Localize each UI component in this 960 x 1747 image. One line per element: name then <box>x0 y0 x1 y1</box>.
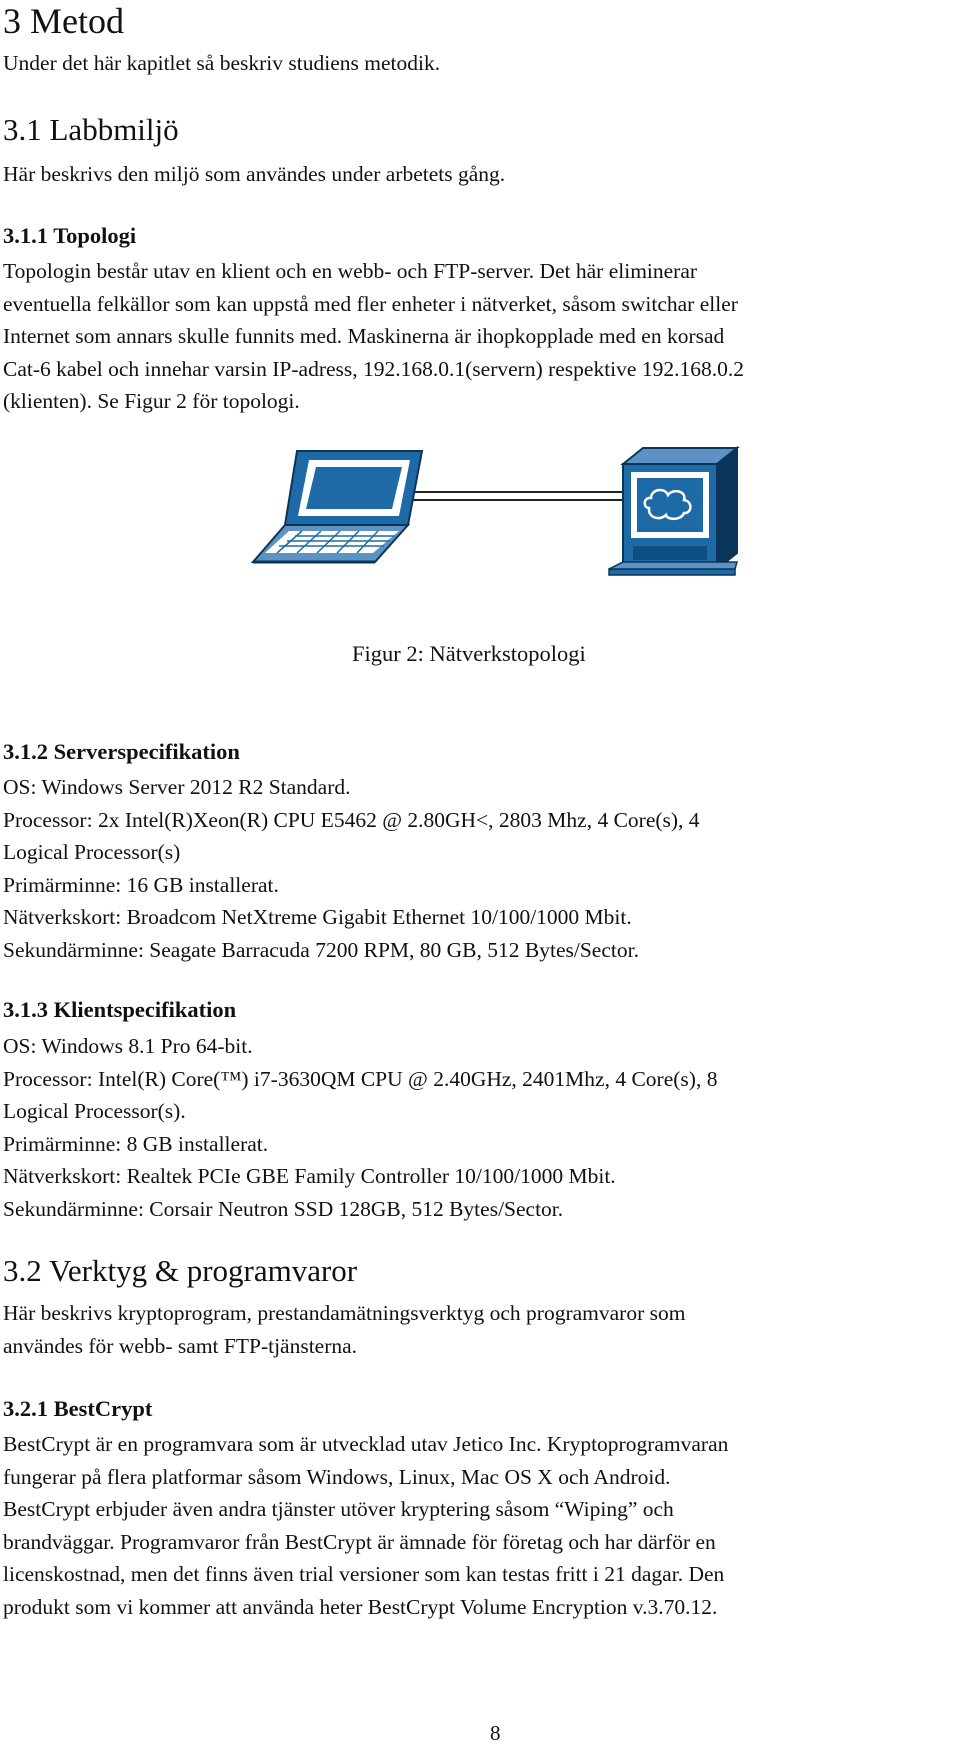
section-3-2-intro <box>3 1297 913 1362</box>
crossover-cable <box>407 492 623 500</box>
server-spec-list <box>3 771 913 966</box>
paragraph-line: Här beskrivs kryptoprogram, prestandamätningsverktyg och programvaror som <box>3 1301 686 1325</box>
spec-line: OS: Windows Server 2012 R2 Standard. <box>3 775 351 799</box>
spec-line: OS: Windows 8.1 Pro 64-bit. <box>3 1034 253 1058</box>
server-icon <box>609 448 737 575</box>
paragraph-line: fungerar på flera platformar såsom Windows, Linux, Mac OS X och Android. <box>3 1464 671 1489</box>
paragraph-line: brandväggar. Programvaror från BestCrypt är ämnade för företag och har därför en <box>3 1529 716 1554</box>
topology-title: 3.1.1 Topologi <box>3 223 137 248</box>
server-spec-title: 3.1.2 Serverspecifikation <box>3 739 240 764</box>
client-spec-list <box>3 1030 913 1225</box>
bestcrypt-title: 3.2.1 BestCrypt <box>3 1396 153 1421</box>
spec-line: Logical Processor(s). <box>3 1099 186 1123</box>
paragraph-line: användes för webb- samt FTP-tjänsterna. <box>3 1333 358 1358</box>
laptop-icon <box>253 451 422 562</box>
paragraph-line: eventuella felkällor som kan uppstå med fler enheter i nätverket, såsom switchar eller <box>3 291 738 316</box>
paragraph-line: produkt som vi kommer att använda heter BestCrypt Volume Encryption v.3.70.12. <box>3 1594 718 1619</box>
chapter-title: 3 Metod <box>3 1 124 41</box>
bestcrypt-paragraph <box>3 1428 913 1623</box>
paragraph-line: BestCrypt erbjuder även andra tjänster utöver kryptering såsom “Wiping” och <box>3 1497 674 1521</box>
section-3-2-title: 3.2 Verktyg & programvaror <box>3 1253 358 1288</box>
client-spec-title: 3.1.3 Klientspecifikation <box>3 997 237 1022</box>
spec-line: Logical Processor(s) <box>3 840 181 864</box>
spec-line: Nätverkskort: Broadcom NetXtreme Gigabit Ethernet 10/100/1000 Mbit. <box>3 905 632 929</box>
spec-line: Sekundärminne: Corsair Neutron SSD 128GB, 512 Bytes/Sector. <box>3 1196 564 1221</box>
section-3-1-intro-text: Här beskrivs den miljö som användes under arbetets gång. <box>3 162 506 186</box>
spec-line: Primärminne: 16 GB installerat. <box>3 872 279 897</box>
paragraph-line: Cat-6 kabel och innehar varsin IP-adress, 192.168.0.1(servern) respektive 192.168.0.2 <box>3 356 744 381</box>
section-3-1-title: 3.1 Labbmiljö <box>3 112 179 147</box>
spec-line: Primärminne: 8 GB installerat. <box>3 1131 269 1156</box>
chapter-intro-text: Under det här kapitlet så beskriv studiens metodik. <box>3 51 441 75</box>
paragraph-line: BestCrypt är en programvara som är utvecklad utav Jetico Inc. Kryptoprogramvaran <box>3 1432 729 1456</box>
paragraph-line: licenskostnad, men det finns även trial versioner som kan testas fritt i 21 dagar. Den <box>3 1562 725 1586</box>
network-topology-figure <box>3 0 923 620</box>
spec-line: Sekundärminne: Seagate Barracuda 7200 RPM, 80 GB, 512 Bytes/Sector. <box>3 937 639 962</box>
paragraph-line: (klienten). Se Figur 2 för topologi. <box>3 389 300 413</box>
spec-line: Processor: Intel(R) Core(™) i7-3630QM CPU @ 2.40GHz, 2401Mhz, 4 Core(s), 8 <box>3 1066 718 1091</box>
page-number: 8 <box>490 1721 501 1745</box>
paragraph-line: Topologin består utav en klient och en webb- och FTP-server. Det här eliminerar <box>3 259 698 283</box>
spec-line: Processor: 2x Intel(R)Xeon(R) CPU E5462 @ 2.80GH<, 2803 Mhz, 4 Core(s), 4 <box>3 807 700 832</box>
spec-line: Nätverkskort: Realtek PCIe GBE Family Controller 10/100/1000 Mbit. <box>3 1164 616 1188</box>
paragraph-line: Internet som annars skulle funnits med. Maskinerna är ihopkopplade med en korsad <box>3 324 725 348</box>
figure-caption: Figur 2: Nätverkstopologi <box>352 641 586 666</box>
